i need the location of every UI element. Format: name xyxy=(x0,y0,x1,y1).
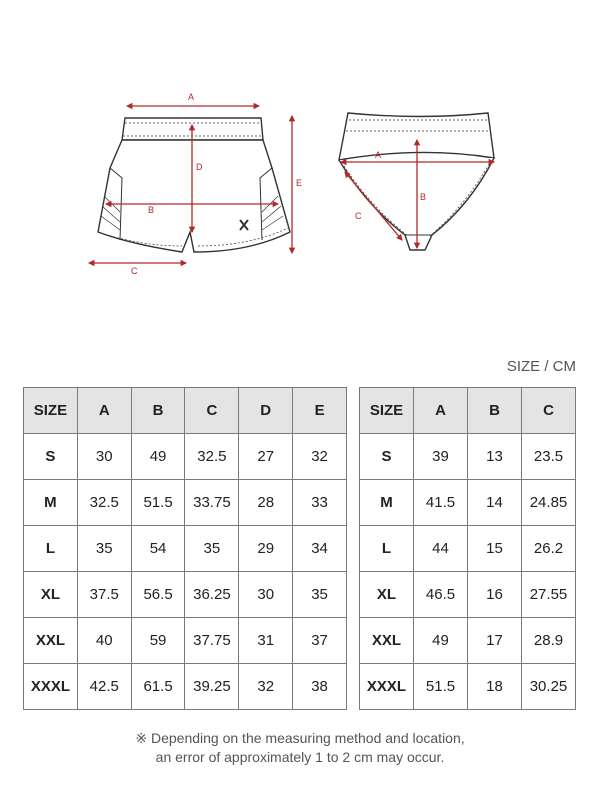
value-cell: 56.5 xyxy=(131,572,185,618)
value-cell: 28 xyxy=(239,480,293,526)
shorts-size-table xyxy=(23,387,347,710)
header-cell: C xyxy=(522,388,576,434)
shorts-label-e: E xyxy=(296,178,303,188)
table-row xyxy=(24,664,347,710)
header-cell: D xyxy=(239,388,293,434)
value-cell: 37.5 xyxy=(77,572,131,618)
header-cell: SIZE xyxy=(24,388,78,434)
value-cell: 13 xyxy=(468,434,522,480)
value-cell: 37.75 xyxy=(185,618,239,664)
table-row xyxy=(360,572,576,618)
value-cell: 38 xyxy=(293,664,347,710)
header-cell: A xyxy=(77,388,131,434)
value-cell: 49 xyxy=(414,618,468,664)
header-cell: B xyxy=(468,388,522,434)
size-cell: XXL xyxy=(24,618,78,664)
value-cell: 39 xyxy=(414,434,468,480)
size-cell: XXXL xyxy=(360,664,414,710)
value-cell: 32.5 xyxy=(77,480,131,526)
table-row xyxy=(24,434,347,480)
size-cell: L xyxy=(360,526,414,572)
value-cell: 32 xyxy=(293,434,347,480)
table-row xyxy=(360,526,576,572)
header-cell: SIZE xyxy=(360,388,414,434)
briefs-label-b: B xyxy=(420,192,427,202)
value-cell: 30 xyxy=(77,434,131,480)
value-cell: 34 xyxy=(293,526,347,572)
table-row xyxy=(360,434,576,480)
note-line-1: ※ Depending on the measuring method and location, xyxy=(135,730,465,746)
shorts-label-c: C xyxy=(131,266,138,276)
value-cell: 23.5 xyxy=(522,434,576,480)
size-cell: XL xyxy=(360,572,414,618)
value-cell: 46.5 xyxy=(414,572,468,618)
size-cell: XXL xyxy=(360,618,414,664)
value-cell: 59 xyxy=(131,618,185,664)
size-cell: L xyxy=(24,526,78,572)
table-row xyxy=(24,526,347,572)
value-cell: 18 xyxy=(468,664,522,710)
table-header-row xyxy=(360,388,576,434)
briefs-label-c: C xyxy=(355,211,362,221)
shorts-illustration xyxy=(98,118,290,252)
size-cell: XXXL xyxy=(24,664,78,710)
value-cell: 54 xyxy=(131,526,185,572)
header-cell: B xyxy=(131,388,185,434)
value-cell: 40 xyxy=(77,618,131,664)
value-cell: 33 xyxy=(293,480,347,526)
unit-label: SIZE / CM xyxy=(506,358,576,375)
header-cell: E xyxy=(293,388,347,434)
value-cell: 17 xyxy=(468,618,522,664)
measurement-note xyxy=(0,729,600,767)
value-cell: 32 xyxy=(239,664,293,710)
table-row xyxy=(360,480,576,526)
measurement-diagram xyxy=(0,0,600,300)
value-cell: 35 xyxy=(185,526,239,572)
briefs-size-table xyxy=(359,387,576,710)
value-cell: 27 xyxy=(239,434,293,480)
shorts-label-d: D xyxy=(196,162,203,172)
value-cell: 61.5 xyxy=(131,664,185,710)
size-cell: M xyxy=(24,480,78,526)
value-cell: 51.5 xyxy=(131,480,185,526)
value-cell: 24.85 xyxy=(522,480,576,526)
shorts-label-a: A xyxy=(188,92,195,102)
value-cell: 30 xyxy=(239,572,293,618)
size-cell: S xyxy=(360,434,414,480)
value-cell: 29 xyxy=(239,526,293,572)
table-header-row xyxy=(24,388,347,434)
value-cell: 31 xyxy=(239,618,293,664)
value-cell: 14 xyxy=(468,480,522,526)
value-cell: 35 xyxy=(77,526,131,572)
value-cell: 39.25 xyxy=(185,664,239,710)
value-cell: 36.25 xyxy=(185,572,239,618)
header-cell: C xyxy=(185,388,239,434)
briefs-label-a: A xyxy=(375,150,382,160)
value-cell: 49 xyxy=(131,434,185,480)
header-cell: A xyxy=(414,388,468,434)
value-cell: 51.5 xyxy=(414,664,468,710)
value-cell: 42.5 xyxy=(77,664,131,710)
value-cell: 15 xyxy=(468,526,522,572)
value-cell: 16 xyxy=(468,572,522,618)
value-cell: 37 xyxy=(293,618,347,664)
note-line-2: an error of approximately 1 to 2 cm may occur. xyxy=(155,749,445,765)
size-cell: M xyxy=(360,480,414,526)
value-cell: 41.5 xyxy=(414,480,468,526)
value-cell: 28.9 xyxy=(522,618,576,664)
table-row xyxy=(360,618,576,664)
table-row xyxy=(24,618,347,664)
table-row xyxy=(24,480,347,526)
value-cell: 35 xyxy=(293,572,347,618)
value-cell: 33.75 xyxy=(185,480,239,526)
size-cell: XL xyxy=(24,572,78,618)
value-cell: 44 xyxy=(414,526,468,572)
value-cell: 32.5 xyxy=(185,434,239,480)
table-row xyxy=(360,664,576,710)
value-cell: 26.2 xyxy=(522,526,576,572)
shorts-label-b: B xyxy=(148,205,155,215)
value-cell: 30.25 xyxy=(522,664,576,710)
table-row xyxy=(24,572,347,618)
size-cell: S xyxy=(24,434,78,480)
value-cell: 27.55 xyxy=(522,572,576,618)
